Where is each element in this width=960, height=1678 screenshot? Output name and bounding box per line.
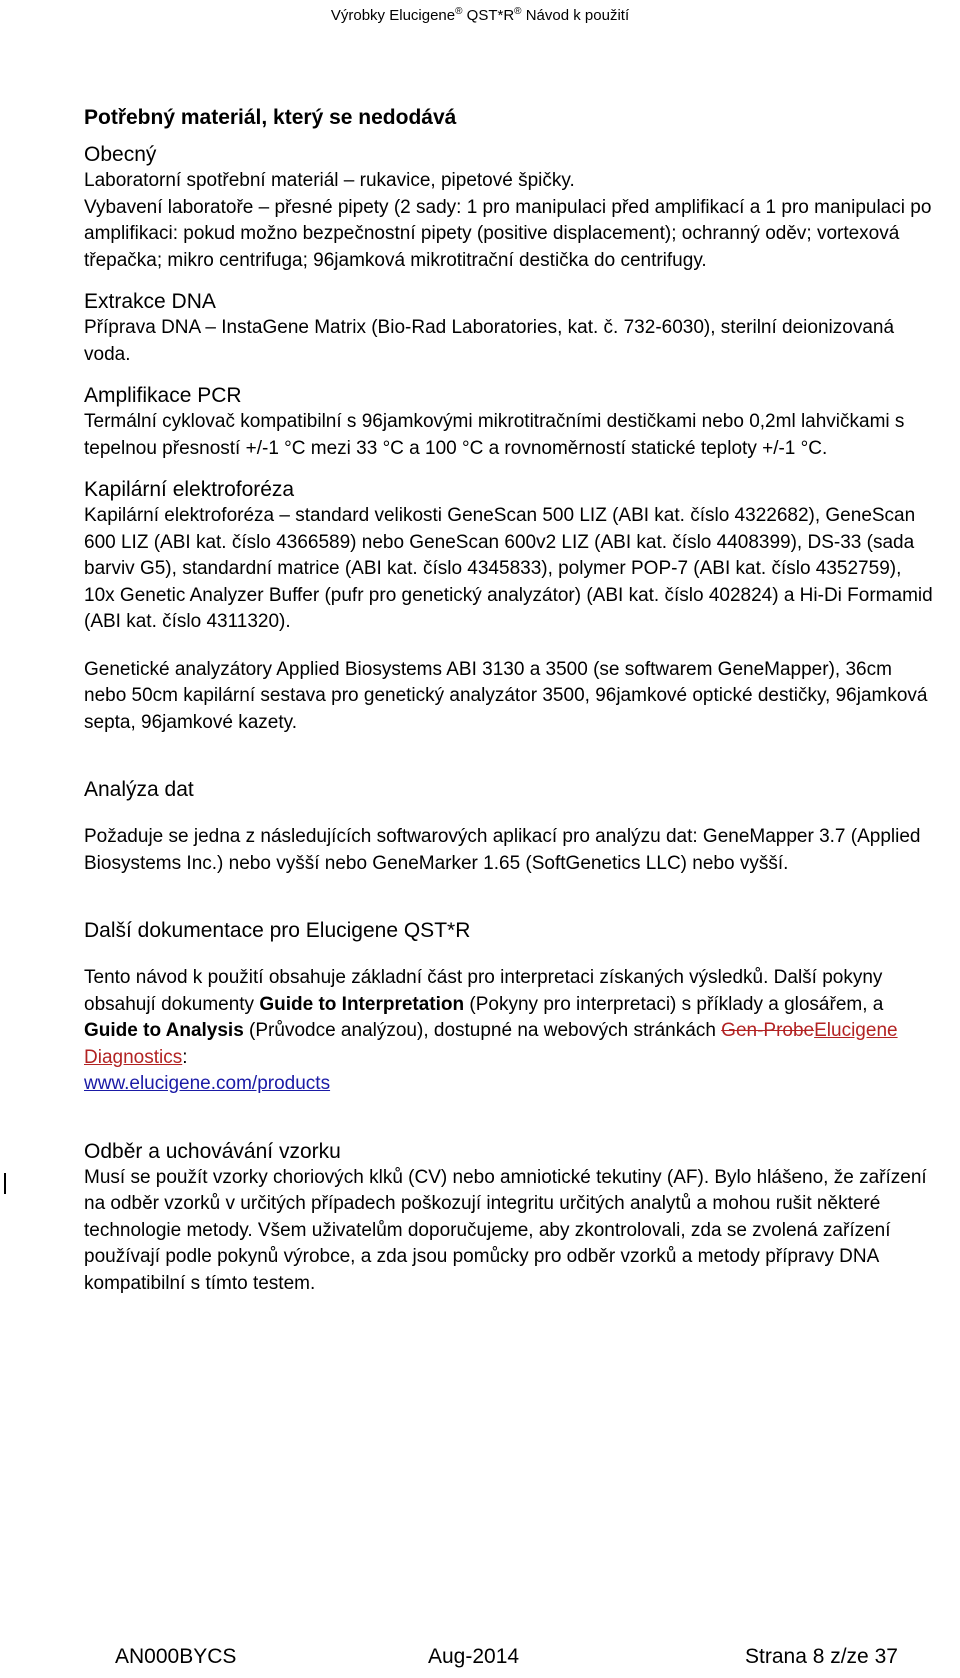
header-reg-mark: ®: [455, 6, 463, 17]
header-reg-mark-2: ®: [514, 6, 522, 17]
ce-text-1: Kapilární elektroforéza – standard velikosti GeneScan 500 LIZ (ABI kat. číslo 4322682), GeneScan 600 LIZ (ABI kat. číslo 4366589) nebo GeneScan 600v2 LIZ (ABI kat. číslo 4408399), DS-33 (sada barviv G5), standardní matrice (ABI kat. číslo 4345833), polymer POP-7 (ABI kat. číslo 4352759), 10x Genetic Analyzer Buffer (pufr pro genetický analyzátor) (ABI kat. číslo 402824) a Hi-Di Formamid (ABI kat. číslo 4311320).: [84, 505, 933, 632]
general-line-1: Laboratorní spotřební materiál – rukavice, pipetové špičky.: [84, 170, 575, 191]
analysis-text: Požaduje se jedna z následujících softwarových aplikací pro analýzu dat: GeneMapper 3.7 (Applied Biosystems Inc.) nebo vyšší nebo GeneMarker 1.65 (SoftGenetics LLC) nebo vyšší.: [84, 826, 921, 874]
section-heading-general: Obecný: [84, 143, 157, 166]
page-header: [0, 0, 960, 28]
section-heading-sample: Odběr a uchovávání vzorku: [84, 1139, 341, 1163]
header-name: QST*R: [466, 7, 515, 24]
dna-text: Příprava DNA – InstaGene Matrix (Bio-Rad Laboratories, kat. č. 732-6030), sterilní deionizovaná voda.: [84, 317, 895, 365]
page-title: Potřebný materiál, který se nedodává: [84, 106, 457, 129]
header-product: Výrobky Elucigene: [330, 7, 456, 24]
footer-date: Aug-2014: [428, 1645, 520, 1668]
docs-text-2: (Pokyny pro interpretaci) s příklady a glosářem, a: [464, 993, 884, 1015]
guide-interpretation-title: Guide to Interpretation: [259, 993, 465, 1015]
guide-analysis-title: Guide to Analysis: [84, 1020, 244, 1041]
pcr-text: Termální cyklovač kompatibilní s 96jamkovými mikrotitračními destičkami nebo 0,2ml lahvičkami s tepelnou přesností +/-1 °C mezi 33 °C a 100 °C a rovnoměrností statické teploty +/-1 °C.: [84, 411, 905, 459]
page-content: [84, 104, 934, 1297]
section-heading-ce: Kapilární elektroforéza: [84, 478, 295, 501]
footer-page-number: Strana 8 z/ze 37: [745, 1645, 898, 1668]
section-heading-dna: Extrakce DNA: [84, 290, 216, 313]
inserted-text: Elucigene Diagnostics: [84, 1020, 898, 1068]
section-heading-pcr: Amplifikace PCR: [84, 384, 242, 407]
docs-paragraph: [84, 965, 934, 1098]
docs-text-1: Tento návod k použití obsahuje základní část pro interpretaci získaných výsledků. Další pokyny obsahují dokumenty: [84, 967, 883, 1015]
footer-doc-code: AN000BYCS: [115, 1645, 237, 1668]
section-heading-docs: Další dokumentace pro Elucigene QST*R: [84, 919, 471, 942]
header-doc: Návod k použití: [525, 7, 630, 24]
elucigene-products-link[interactable]: www.elucigene.com/products: [84, 1073, 331, 1094]
general-line-2: Vybavení laboratoře – přesné pipety (2 sady: 1 pro manipulaci před amplifikací a 1 pro manipulaci po amplifikaci: pokud možno bezpečnostní pipety (positive displacement); ochranný oděv; vortexová třepačka; mikro centrifuga; 96jamková mikrotitrační destička do centrifugy.: [84, 196, 932, 271]
ce-text-2: Genetické analyzátory Applied Biosystems ABI 3130 a 3500 (se softwarem GeneMapper), 36cm nebo 50cm kapilární sestava pro genetický analyzátor 3500, 96jamkové optické destičky, 96jamková septa, 96jamkové kazety.: [84, 658, 928, 733]
deleted-text: Gen-Probe: [721, 1020, 815, 1041]
section-heading-analysis: Analýza dat: [84, 778, 194, 801]
revision-change-bar: [4, 1173, 6, 1194]
sample-text: Musí se použít vzorky choriových klků (CV) nebo amniotické tekutiny (AF). Bylo hlášeno, že zařízení na odběr vzorků v určitých případech poškozují integritu určitých analytů a mohou rušit některé technologie metody. Všem uživatelům doporučujeme, aby zkontrolovali, zda se zvolená zařízení používají podle pokynů výrobce, a zda jsou pomůcky pro odběr vzorků a metody přípravy DNA kompatibilní s tímto testem.: [84, 1166, 927, 1294]
docs-text-4: :: [182, 1046, 188, 1068]
docs-text-3: (Průvodce analýzou), dostupné na webových stránkách: [243, 1020, 722, 1041]
